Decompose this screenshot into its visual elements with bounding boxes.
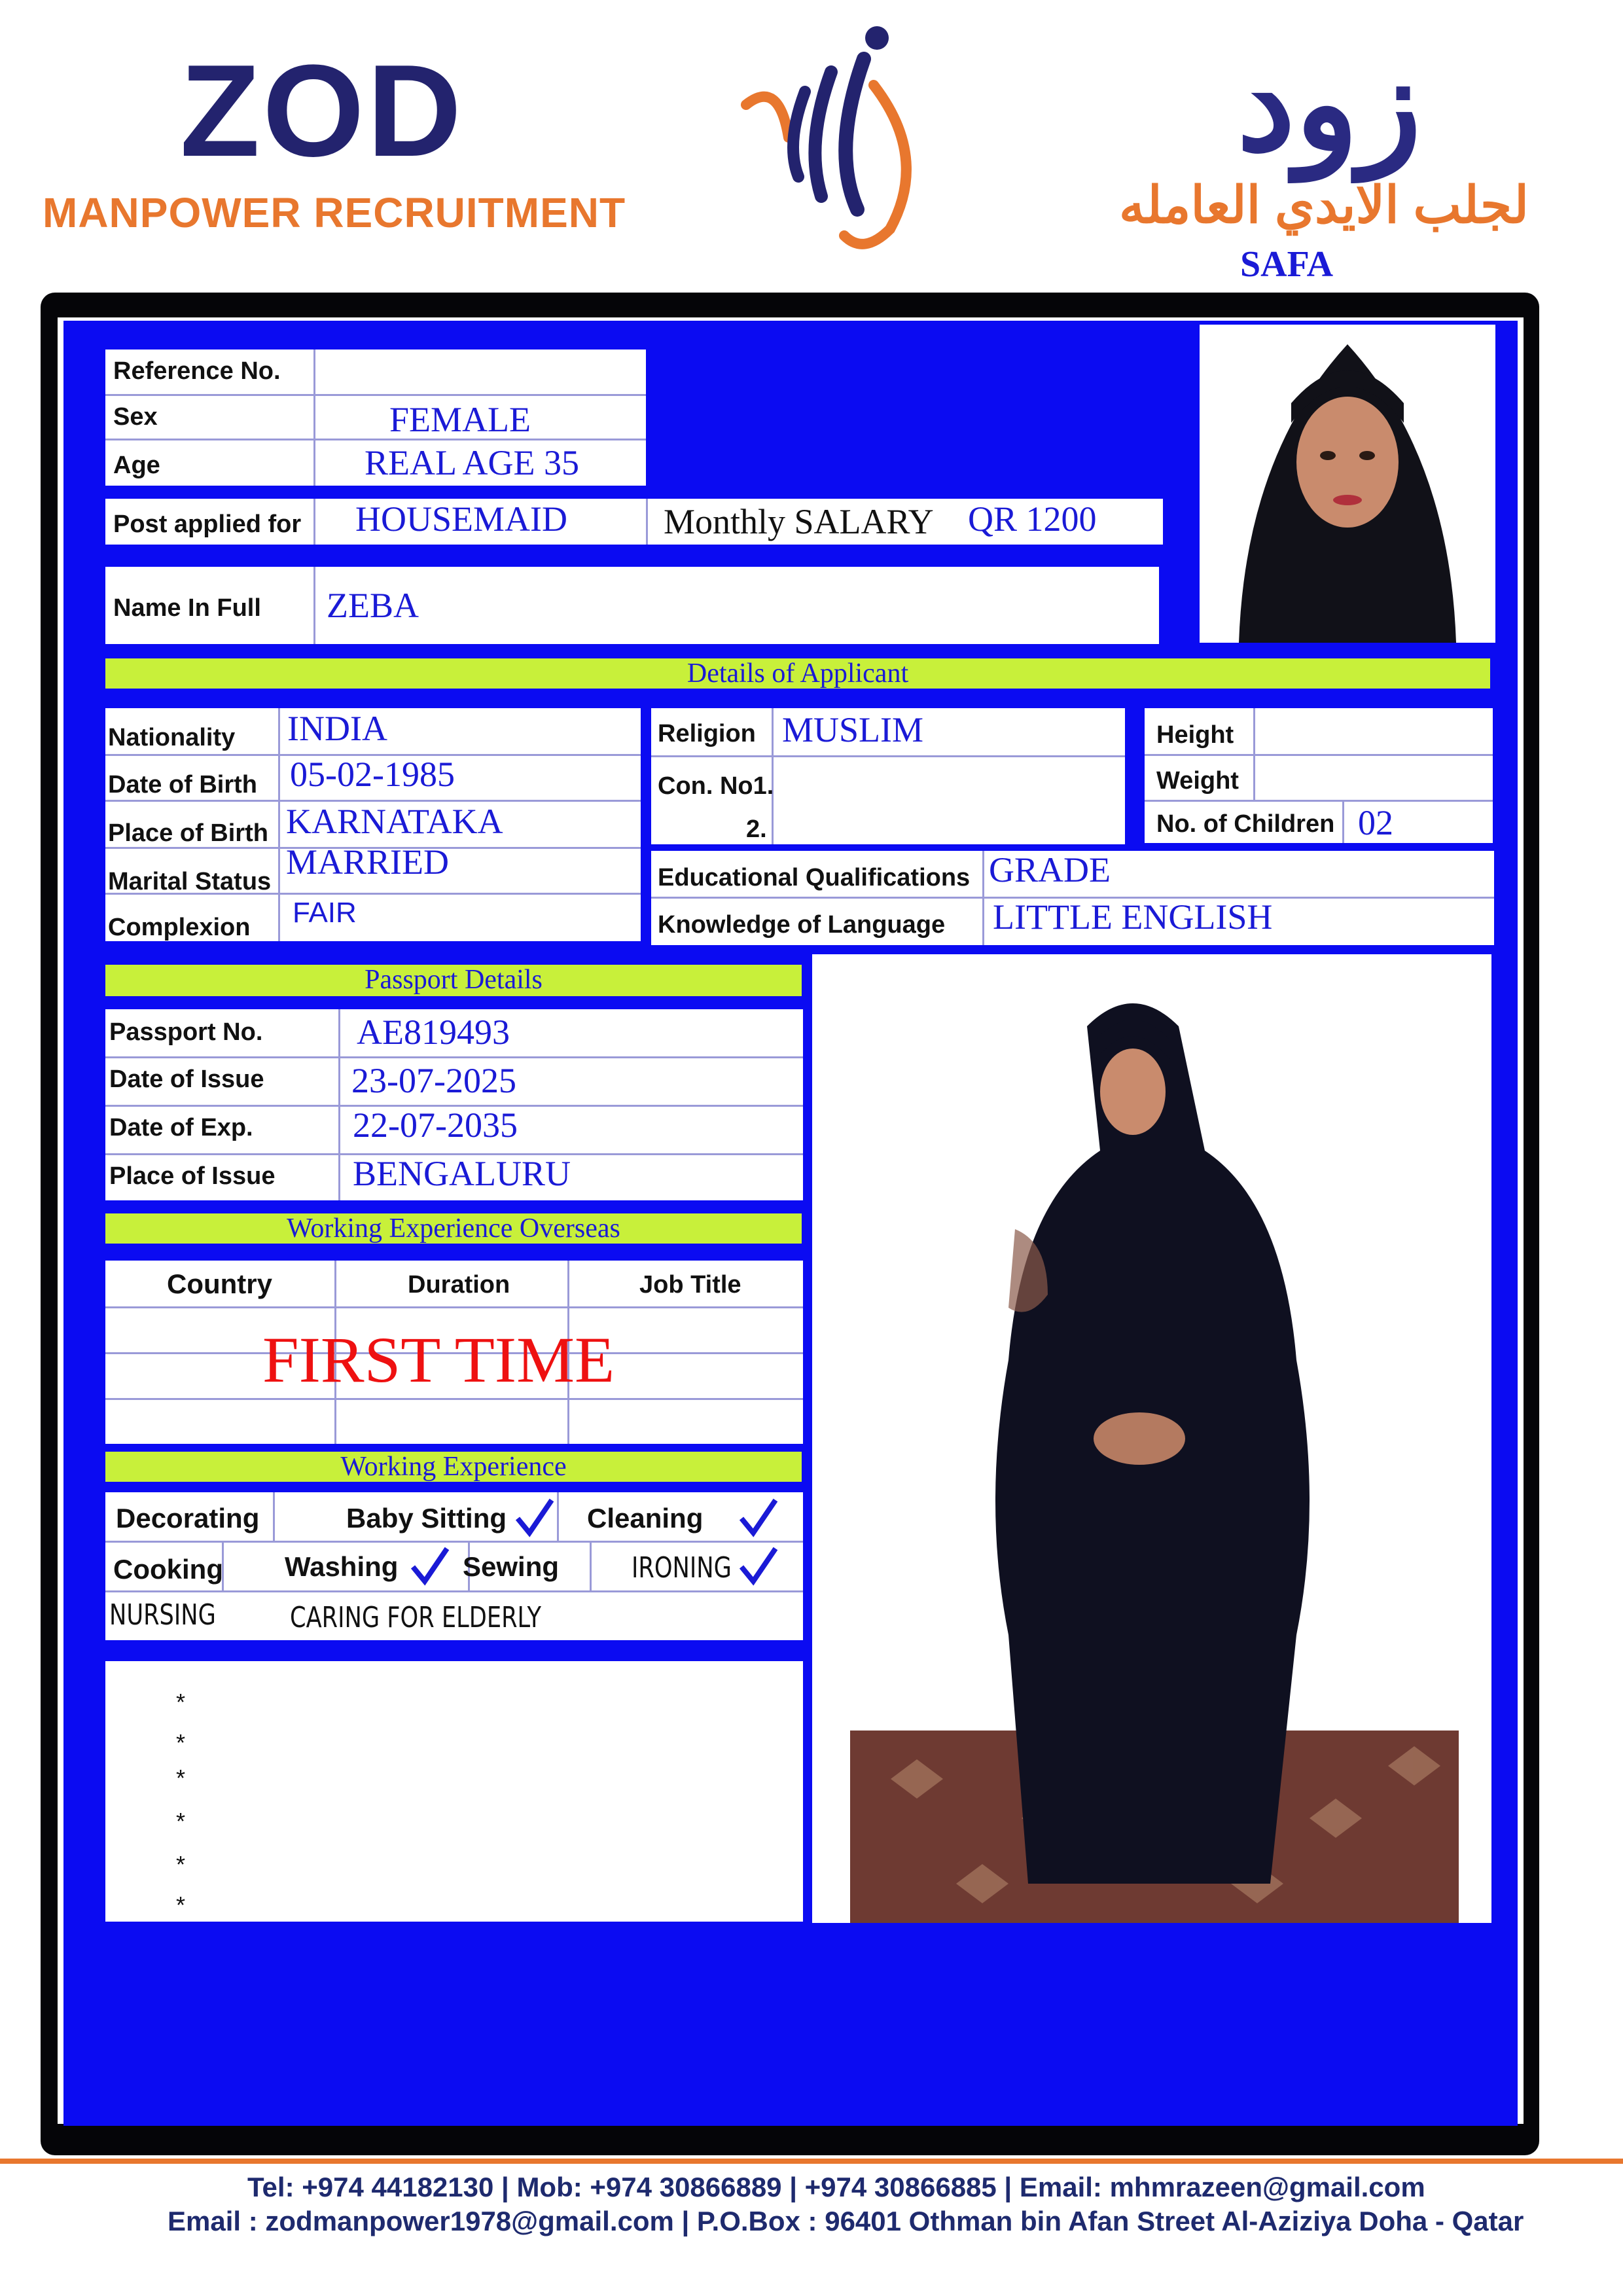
cleaning-check-icon — [738, 1496, 779, 1538]
children-label: No. of Children — [1156, 810, 1335, 838]
logo-subtitle: MANPOWER RECRUITMENT — [43, 189, 626, 236]
note-bullet: * — [176, 1808, 186, 1835]
passport-section-title: Passport Details — [105, 965, 802, 996]
skill-washing-label: Washing — [285, 1551, 399, 1582]
dob-value: 05-02-1985 — [290, 755, 455, 794]
post-value: HOUSEMAID — [355, 499, 567, 539]
contact1-label: Con. No1. — [658, 772, 774, 800]
height-label: Height — [1156, 721, 1234, 749]
note-bullet: * — [176, 1851, 186, 1878]
salary-value: QR 1200 — [968, 499, 1097, 539]
footer-contact-line2: Email : zodmanpower1978@gmail.com | P.O.Box : 96401 Othman bin Afan Street Al-Aziziya Doha - Qatar — [168, 2206, 1524, 2236]
nationality-label: Nationality — [108, 724, 236, 751]
note-bullet: * — [176, 1892, 186, 1918]
ironing-check-icon — [738, 1545, 779, 1587]
full-length-photo — [812, 954, 1491, 1923]
agent-name: SAFA — [1240, 244, 1334, 285]
complexion-value: FAIR — [293, 897, 357, 929]
sex-value: FEMALE — [389, 400, 531, 439]
skill-baby-sitting-label: Baby Sitting — [346, 1503, 507, 1534]
washing-check-icon — [409, 1545, 451, 1587]
pob-value: KARNATAKA — [286, 802, 503, 841]
religion-value: MUSLIM — [782, 710, 924, 749]
skill-nursing-label: NURSING — [109, 1598, 216, 1632]
pob-label: Place of Birth — [108, 819, 268, 847]
logo-arabic-subtitle: لجلب الايدي العامله — [1119, 176, 1529, 234]
post-label: Post applied for — [113, 511, 302, 538]
portrait-photo — [1200, 325, 1495, 643]
experience-section-title: Working Experience — [105, 1452, 802, 1482]
form-canvas — [63, 321, 1518, 2126]
passport-exp-label: Date of Exp. — [109, 1114, 253, 1141]
passport-place-label: Place of Issue — [109, 1162, 276, 1190]
passport-place-value: BENGALURU — [353, 1154, 571, 1193]
children-value: 02 — [1358, 803, 1393, 842]
sex-label: Sex — [113, 403, 158, 431]
reference-label: Reference No. — [113, 357, 281, 385]
skill-decorating-label: Decorating — [116, 1503, 260, 1534]
nationality-value: INDIA — [287, 709, 387, 748]
notes-box — [105, 1661, 803, 1922]
brand-emblem-icon — [733, 13, 942, 262]
education-value: GRADE — [989, 850, 1111, 889]
note-bullet: * — [176, 1689, 186, 1715]
logo-arabic-text: زود — [1237, 31, 1422, 177]
complexion-label: Complexion — [108, 914, 251, 941]
footer-divider — [0, 2159, 1623, 2164]
education-label: Educational Qualifications — [658, 864, 971, 891]
skill-ironing-label: IRONING — [632, 1551, 732, 1585]
language-value: LITTLE ENGLISH — [993, 897, 1273, 937]
marital-label: Marital Status — [108, 868, 272, 895]
name-label: Name In Full — [113, 594, 261, 622]
name-value: ZEBA — [327, 586, 419, 625]
weight-label: Weight — [1156, 767, 1239, 795]
baby-sitting-check-icon — [514, 1496, 556, 1538]
note-bullet: * — [176, 1765, 186, 1791]
footer-contact-line1: Tel: +974 44182130 | Mob: +974 30866889 | +974 30866885 | Email: mhmrazeen@gmail.com — [247, 2172, 1425, 2202]
skill-cleaning-label: Cleaning — [587, 1503, 704, 1534]
overseas-job-header: Job Title — [639, 1271, 741, 1299]
marital-value: MARRIED — [286, 842, 450, 882]
passport-exp-value: 22-07-2035 — [353, 1105, 518, 1145]
religion-label: Religion — [658, 720, 756, 747]
overseas-country-header: Country — [167, 1268, 272, 1299]
language-label: Knowledge of Language — [658, 911, 946, 939]
passport-issue-value: 23-07-2025 — [351, 1061, 516, 1100]
dob-label: Date of Birth — [108, 771, 257, 798]
skill-sewing-label: Sewing — [463, 1551, 560, 1582]
skill-caring-label: CARING FOR ELDERLY — [290, 1601, 541, 1634]
note-bullet: * — [176, 1729, 186, 1756]
salary-label: Monthly SALARY — [664, 502, 934, 541]
passport-no-label: Passport No. — [109, 1018, 263, 1046]
age-value: REAL AGE 35 — [365, 443, 579, 482]
overseas-section-title: Working Experience Overseas — [105, 1213, 802, 1244]
contact2-label: 2. — [746, 816, 767, 843]
first-time-stamp: FIRST TIME — [262, 1323, 615, 1396]
logo-zod-text: ZOD — [180, 38, 465, 184]
passport-no-value: AE819493 — [357, 1013, 510, 1052]
age-label: Age — [113, 452, 160, 479]
details-section-title: Details of Applicant — [105, 658, 1490, 689]
skill-cooking-label: Cooking — [113, 1554, 223, 1585]
overseas-duration-header: Duration — [408, 1271, 510, 1299]
name-row — [105, 567, 1159, 644]
passport-issue-label: Date of Issue — [109, 1066, 264, 1093]
